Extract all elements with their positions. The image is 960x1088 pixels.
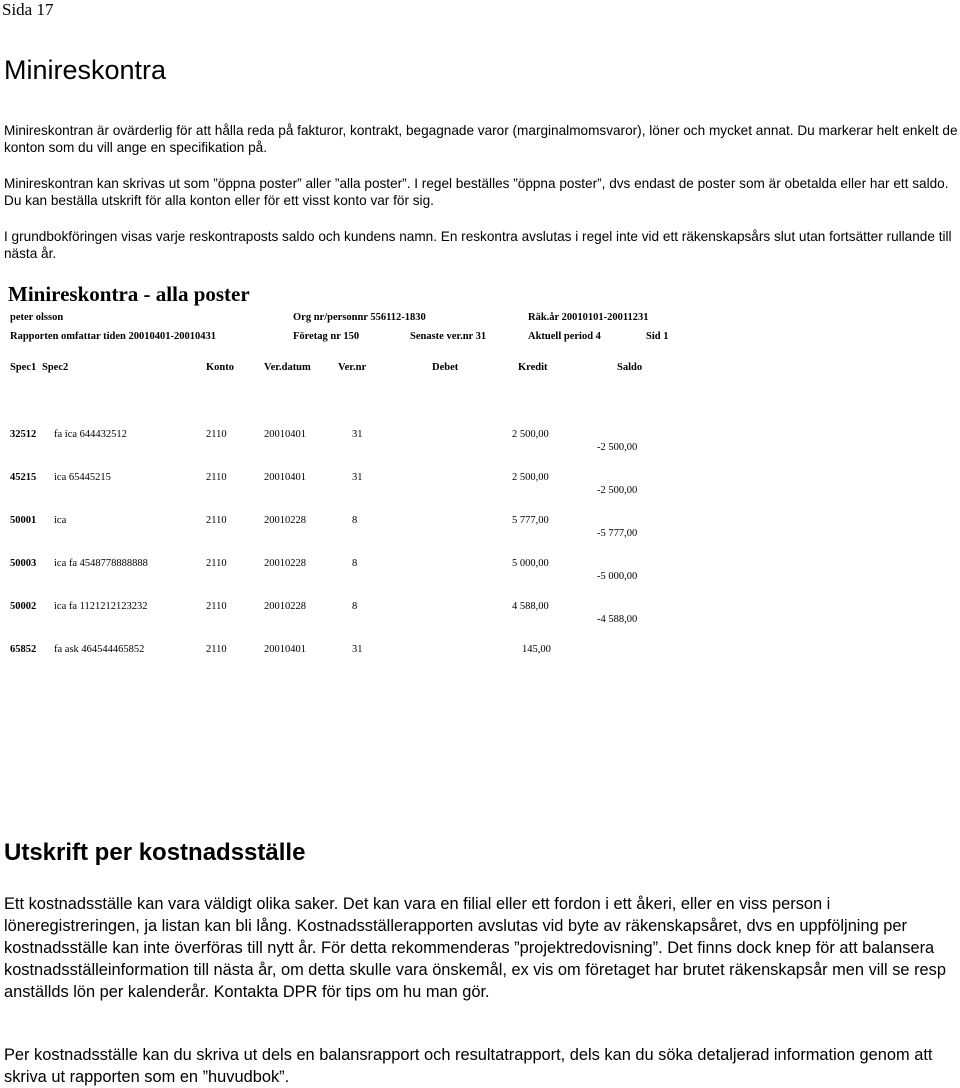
row-datum: 20010228 — [264, 515, 306, 526]
page-number: Sida 17 — [2, 0, 54, 19]
row-saldo: -5 777,00 — [597, 528, 638, 539]
report-foretag: Företag nr 150 — [293, 331, 360, 342]
col-header-konto: Konto — [206, 362, 235, 373]
row-saldo: -4 588,00 — [597, 614, 638, 625]
row-kredit: 2 500,00 — [512, 429, 549, 440]
row-vernr: 8 — [352, 515, 358, 526]
report-period: Rapporten omfattar tiden 20010401-20010431 — [10, 331, 217, 342]
row-kredit: 5 000,00 — [512, 558, 549, 569]
row-spec2: ica — [54, 515, 67, 526]
report-org: Org nr/personnr 556112-1830 — [293, 312, 426, 323]
row-konto: 2110 — [206, 515, 227, 526]
row-datum: 20010401 — [264, 644, 306, 655]
row-vernr: 31 — [352, 429, 363, 440]
row-vernr: 8 — [352, 601, 358, 612]
row-kredit: 5 777,00 — [512, 515, 549, 526]
row-vernr: 8 — [352, 558, 358, 569]
paragraph-print-options: Minireskontran kan skrivas ut som ”öppna poster” aller ”alla poster”. I regel beställes ”öppna poster”, dvs endast de poster som är obetalda eller har ett saldo. Du kan beställa utskrift för alla konton eller för ett visst konto var för sig. — [4, 176, 949, 208]
paragraph-bookkeeping: I grundbokföringen visas varje reskontraposts saldo och kundens namn. En reskontra avslutas i regel inte vid ett räkenskapsårs slut utan fortsätter rullande till nästa år. — [4, 229, 952, 261]
row-spec2: fa ask 464544465852 — [54, 644, 145, 655]
paragraph-intro: Minireskontran är ovärderlig för att hålla reda på fakturor, kontrakt, begagnade varor (marginalmomsvaror), löner och mycket annat. Du markerar helt enkelt de konton som du vill ange en specifikation på. — [4, 123, 958, 155]
col-header-kredit: Kredit — [518, 362, 548, 373]
row-konto: 2110 — [206, 429, 227, 440]
row-saldo: -2 500,00 — [597, 442, 638, 453]
paragraph-cost-center: Ett kostnadsställe kan vara väldigt olika saker. Det kan vara en filial eller ett fordon i ett åkeri, eller en viss person i löneregistreringen, ja listan kan bli lång. Kostnadsställerapporten avslutas vid byte av räkenskapsåret, dvs en uppföljning per kostnadsställe kan inte överföras till nytt år. För detta rekommenderas ”projektredovisning”. Det finns dock knep för att balansera kostnadsställeinformation till nästa år, om detta skulle vara önskemål, ex vis om företaget har brutet räkenskapsår men vill se resp anställds lön per kalenderår. Kontakta DPR för tips om hu man gör. — [4, 895, 946, 1001]
row-kredit: 145,00 — [522, 644, 551, 655]
col-header-spec2: Spec2 — [42, 362, 69, 373]
row-konto: 2110 — [206, 472, 227, 483]
report-title: Minireskontra - alla poster — [8, 282, 250, 306]
row-spec1: 45215 — [10, 472, 37, 483]
section-heading: Minireskontra — [4, 55, 167, 85]
col-header-vernr: Ver.nr — [338, 362, 367, 373]
row-spec2: fa ica 644432512 — [54, 429, 127, 440]
row-spec1: 50001 — [10, 515, 37, 526]
row-spec2: ica fa 4548778888888 — [54, 558, 148, 569]
report-senaste: Senaste ver.nr 31 — [410, 331, 487, 342]
col-header-verdatum: Ver.datum — [264, 362, 311, 373]
report-aktuell: Aktuell period 4 — [528, 331, 601, 342]
row-konto: 2110 — [206, 644, 227, 655]
row-saldo: -2 500,00 — [597, 485, 638, 496]
col-header-debet: Debet — [432, 362, 459, 373]
report-rakar: Räk.år 20010101-20011231 — [528, 312, 649, 323]
row-kredit: 4 588,00 — [512, 601, 549, 612]
section-heading-cost-center: Utskrift per kostnadsställe — [4, 839, 306, 866]
row-spec1: 65852 — [10, 644, 37, 655]
row-spec2: ica fa 1121212123232 — [54, 601, 148, 612]
row-spec2: ica 65445215 — [54, 472, 111, 483]
row-datum: 20010228 — [264, 558, 306, 569]
row-datum: 20010401 — [264, 429, 306, 440]
report-sid: Sid 1 — [646, 331, 669, 342]
row-spec1: 50003 — [10, 558, 37, 569]
row-spec1: 32512 — [10, 429, 37, 440]
row-vernr: 31 — [352, 472, 363, 483]
col-header-spec1: Spec1 — [10, 362, 37, 373]
row-spec1: 50002 — [10, 601, 37, 612]
row-kredit: 2 500,00 — [512, 472, 549, 483]
col-header-saldo: Saldo — [617, 362, 643, 373]
row-datum: 20010228 — [264, 601, 306, 612]
row-datum: 20010401 — [264, 472, 306, 483]
row-saldo: -5 000,00 — [597, 571, 638, 582]
row-konto: 2110 — [206, 601, 227, 612]
report-screenshot — [0, 278, 775, 818]
paragraph-cost-center-reports: Per kostnadsställe kan du skriva ut dels en balansrapport och resultatrapport, dels kan du söka detaljerad information genom att skriva ut rapporten som en ”huvudbok”. — [4, 1046, 933, 1086]
row-vernr: 31 — [352, 644, 363, 655]
report-user: peter olsson — [10, 312, 64, 323]
row-konto: 2110 — [206, 558, 227, 569]
